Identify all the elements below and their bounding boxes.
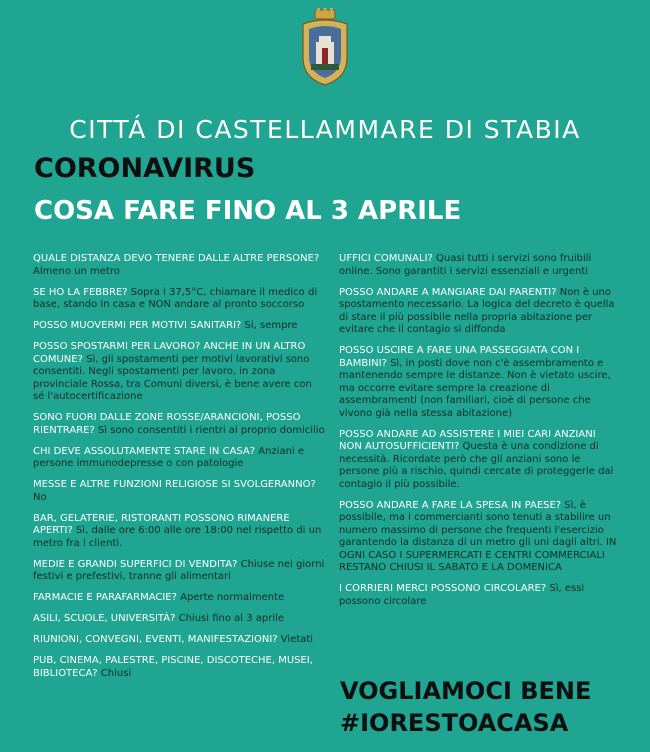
- slogan-vogliamoci-bene: VOGLIAMOCI BENE: [340, 677, 592, 705]
- faq-question: POSSO SPOSTARMI PER LAVORO? ANCHE IN UN ALTRO COMUNE?: [33, 341, 306, 365]
- faq-answer: Almeno un metro: [33, 265, 120, 277]
- faq-answer: Non è uno spostamento necessario. La logica del decreto è quella di stare il più possibile nella propria abitazione per evitare che il contagio si diffonda: [339, 286, 615, 335]
- faq-answer: Chiuse nei giorni festivi e prefestivi, tranne gli alimentari: [33, 558, 325, 582]
- faq-question: PUB, CINEMA, PALESTRE, PISCINE, DISCOTECHE, MUSEI, BIBLIOTECA?: [33, 655, 313, 679]
- faq-question: POSSO ANDARE AD ASSISTERE I MIEI CARI ANZIANI NON AUTOSUFFICIENTI?: [339, 428, 596, 452]
- faq-answer: Sì, in posti dove non c'è assembramento e mantenendo sempre le distanze. Non è vietato uscire, ma occorre evitare sempre la creazione di assembramenti (non familiari, cioè di persone che vivono già nella stessa abitazione): [339, 357, 611, 419]
- faq-answer: Sì, essi possono circolare: [339, 583, 585, 607]
- faq-item-pharmacy: [33, 592, 325, 605]
- faq-item-distance: [33, 253, 325, 278]
- faq-column-left: [33, 253, 325, 689]
- faq-question: BAR, GELATERIE, RISTORANTI POSSONO RIMANERE APERTI?: [33, 512, 290, 536]
- faq-answer: Chiusi: [97, 667, 132, 679]
- faq-item-couriers: [339, 583, 621, 608]
- slogan-hashtag: #IORESTOACASA: [340, 709, 569, 737]
- faq-item-walk: [339, 345, 621, 420]
- faq-question: FARMACIE E PARAFARMACIE?: [33, 592, 177, 603]
- faq-answer: Si, sempre: [241, 320, 298, 331]
- deadline-subtitle: COSA FARE FINO AL 3 APRILE: [34, 196, 462, 226]
- faq-question: RIUNIONI, CONVEGNI, EVENTI, MANIFESTAZIONI?: [33, 634, 278, 645]
- city-title: CITTÁ DI CASTELLAMMARE DI STABIA: [69, 115, 581, 144]
- faq-question: MEDIE E GRANDI SUPERFICI DI VENDITA?: [33, 558, 238, 570]
- faq-answer: Questa è una condizione di necessità. Ricordate però che gli anziani sono le persone più a rischio, quindi cercate di proteggerle dal contagio il più possibile.: [339, 441, 614, 490]
- faq-item-health: [33, 320, 325, 333]
- faq-item-stay-home: [33, 446, 325, 471]
- faq-item-schools: [33, 613, 325, 626]
- faq-item-work: [33, 341, 325, 404]
- faq-answer: Sopra i 37,5°C, chiamare il medico di base, stando in casa e NON andare al pronto soccorso: [33, 286, 318, 310]
- faq-question: POSSO MUOVERMI PER MOTIVI SANITARI?: [33, 320, 242, 331]
- faq-item-events: [33, 634, 325, 647]
- faq-question: POSSO ANDARE A MANGIARE DAI PARENTI?: [339, 286, 557, 298]
- faq-answer: Quasi tutti i servizi sono fruibili online. Sono garantiti i servizi essenziali e urgenti: [339, 253, 592, 277]
- faq-item-venues: [33, 655, 325, 680]
- faq-question: ASILI, SCUOLE, UNIVERSITÀ?: [33, 613, 176, 624]
- faq-question: POSSO ANDARE A FARE LA SPESA IN PAESE?: [339, 499, 562, 511]
- faq-item-offices: [339, 253, 621, 278]
- coat-of-arms-icon: [298, 8, 352, 86]
- faq-question: POSSO USCIRE A FARE UNA PASSEGGIATA CON I BAMBINI?: [339, 345, 580, 369]
- faq-item-bars: [33, 513, 325, 551]
- faq-item-shopping: [339, 500, 621, 575]
- faq-question: I CORRIERI MERCI POSSONO CIRCOLARE?: [339, 583, 547, 594]
- faq-item-fever: [33, 287, 325, 312]
- faq-answer: Chiusi fino al 3 aprile: [175, 613, 285, 624]
- faq-question: QUALE DISTANZA DEVO TENERE DALLE ALTRE PERSONE?: [33, 253, 320, 264]
- faq-item-elderly: [339, 429, 621, 492]
- faq-answer: Anziani e persone immunodepresse o con patologie: [33, 445, 305, 469]
- faq-question: SONO FUORI DALLE ZONE ROSSE/ARANCIONI, POSSO RIENTRARE?: [33, 412, 301, 436]
- faq-column-right: [339, 253, 621, 617]
- faq-answer: Sì sono consentiti i rientri al proprio domicilio: [94, 424, 325, 436]
- faq-question: SE HO LA FEBBRE?: [33, 286, 128, 298]
- faq-item-religion: [33, 479, 325, 504]
- faq-question: UFFICI COMUNALI?: [339, 253, 433, 264]
- coronavirus-title: CORONAVIRUS: [34, 153, 256, 184]
- faq-answer: Vietati: [277, 634, 314, 645]
- faq-answer: Sì, è possibile, ma i commercianti sono tenuti a stabilire un numero massimo di persone che frequenti l'esercizio garantendo la distanza di un metro gli uni dagli altri. IN OGNI CASO I SUPERMERCATI E CENTRI COMMERCIALI RESTANO CHIUSI IL SABATO E LA DOMENICA: [339, 499, 617, 573]
- faq-item-return: [33, 412, 325, 437]
- faq-answer: Aperte normalmente: [176, 592, 285, 603]
- faq-question: CHI DEVE ASSOLUTAMENTE STARE IN CASA?: [33, 445, 256, 457]
- faq-answer: No: [33, 491, 47, 503]
- faq-answer: Sì, gli spostamenti per motivi lavorativi sono consentiti. Negli spostamenti per lavoro, in zona provinciale Rossa, tra Comuni diversi, è bene avere con sé l'autocertificazione: [33, 353, 312, 402]
- faq-item-retail: [33, 559, 325, 584]
- faq-item-relatives: [339, 287, 621, 337]
- faq-answer: Sì, dalle ore 6:00 alle ore 18:00 nel rispetto di un metro fra i clienti.: [33, 525, 322, 549]
- faq-question: MESSE E ALTRE FUNZIONI RELIGIOSE SI SVOLGERANNO?: [33, 479, 316, 490]
